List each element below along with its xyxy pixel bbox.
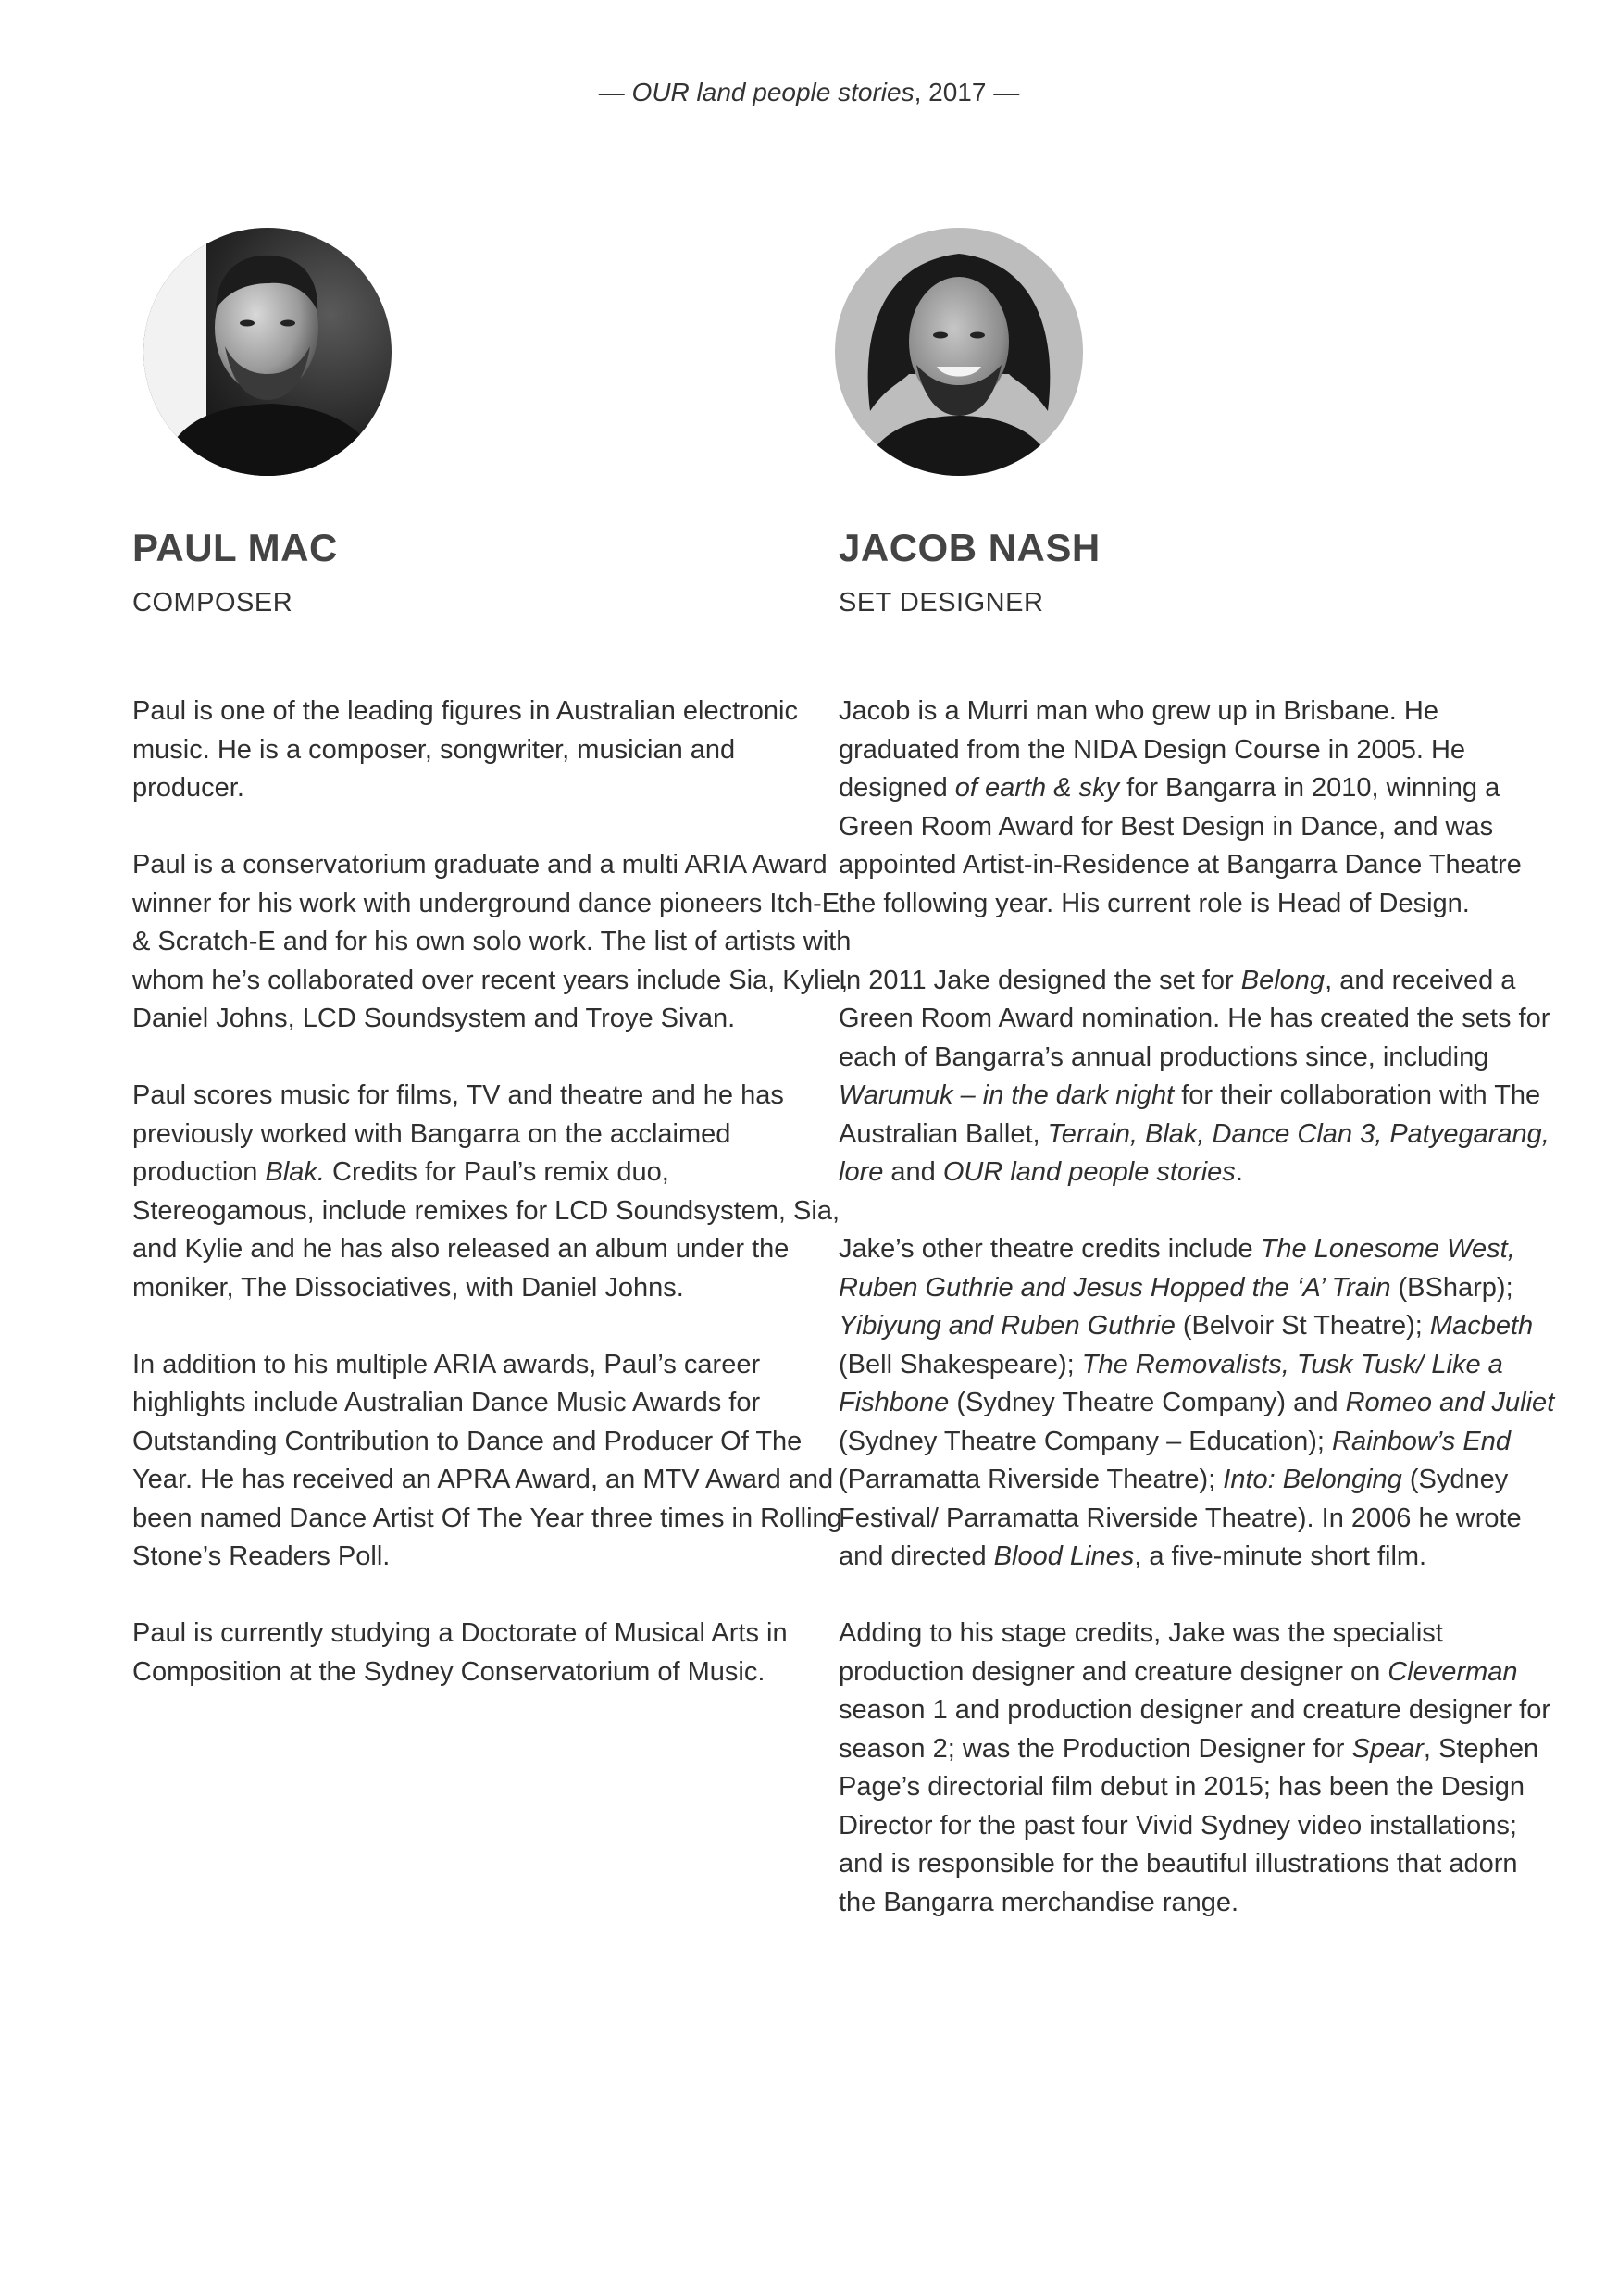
bio-paragraph [132,693,854,808]
bio-paragraph [132,846,854,1039]
bio-paragraph [839,1615,1561,1922]
bio-paragraph [839,693,1561,923]
text-run: and [883,1157,943,1187]
production-title: OUR land people stories [631,78,915,106]
person-role: COMPOSER [132,588,293,618]
text-run: , and received a Green Room Award nomination. He has created the sets for each of Bangarra’s annual productions since, including [839,965,1550,1072]
italic-title: Yibiyung and Ruben Guthrie [839,1311,1176,1341]
text-run: Paul is currently studying a Doctorate of Musical Arts in Composition at the Sydney Conservatorium of Music. [132,1618,788,1687]
bio-paragraph [132,1615,854,1691]
text-run: (Bell Shakespeare); [839,1349,1082,1379]
person-role: SET DESIGNER [839,588,1044,618]
text-run: (Sydney Theatre Company) and [949,1388,1346,1417]
italic-title: Warumuk – in the dark night [839,1080,1175,1110]
page-header [0,78,1618,107]
italic-title: Romeo and Juliet [1345,1388,1555,1417]
text-run: for Bangarra in 2010, winning a Green Room Award for Best Design in Dance, and was appointed Artist-in-Residence at Bangarra Dance Theatre the following year. His current role is Head of Design. [839,773,1522,918]
bio-paragraph [839,1230,1561,1577]
text-run: Paul is a conservatorium graduate and a multi ARIA Award winner for his work with underground dance pioneers Itch-E & Scratch-E and for his own solo work. The list of artists with whom he’s collaborated over recent years include Sia, Kylie, Daniel Johns, LCD Soundsystem and Troye Sivan. [132,850,852,1033]
text-run: Jake’s other theatre credits include [839,1234,1261,1264]
header-year: , 2017 [914,78,987,106]
text-run: Credits for Paul’s remix duo, Stereogamous, include remixes for LCD Soundsystem, Sia, and Kylie and he has also released an album under the moniker, The Dissociatives, with Daniel Johns. [132,1157,840,1303]
bio-paragraph [132,1346,854,1577]
text-run: Adding to his stage credits, Jake was the specialist production designer and creature designer on [839,1618,1443,1687]
italic-title: Blood Lines [993,1541,1135,1571]
italic-title: of earth & sky [954,773,1120,803]
person-name: JACOB NASH [839,526,1101,569]
text-run: (BSharp); [1390,1272,1513,1303]
bio-paragraph [132,1077,854,1307]
portrait-photo [142,226,393,478]
header-dash-left: — [598,78,632,106]
text-run: (Sydney Theatre Company – Education); [839,1426,1333,1456]
text-run: (Parramatta Riverside Theatre); [839,1465,1224,1494]
italic-title: Into: Belonging [1223,1465,1402,1494]
bio-text [132,693,854,1730]
italic-title: Spear [1351,1733,1424,1764]
text-run: (Sydney Festival/ Parramatta Riverside Theatre). In 2006 he wrote and directed [839,1465,1522,1571]
italic-title: Terrain, Blak, Dance Clan 3, Patyegarang, lore [839,1118,1550,1187]
italic-title: OUR land people stories [942,1157,1236,1187]
text-run: , a five-minute short film. [1134,1541,1427,1571]
italic-title: The Removalists, Tusk Tusk/ Like a Fishbone [839,1349,1503,1417]
text-run: , Stephen Page’s directorial film debut in 2015; has been the Design Director for the past four Vivid Sydney video installations; and is responsible for the beautiful illustrations that adorn the Bangarra merchandise range. [839,1733,1539,1917]
text-run: (Belvoir St Theatre); [1175,1311,1430,1341]
italic-title: Cleverman [1388,1656,1518,1687]
text-run: In addition to his multiple ARIA awards, Paul’s career highlights include Australian Dance Music Awards for Outstanding Contribution to Dance and Producer Of The Year. He has received an APRA Award, an MTV Award and been named Dance Artist Of The Year three times in Rolling Stone’s Readers Poll. [132,1349,842,1571]
italic-title: Macbeth [1429,1311,1534,1341]
bio-paragraph [839,962,1561,1192]
italic-title: Belong [1240,965,1326,995]
person-name: PAUL MAC [132,526,338,569]
text-run: Paul scores music for films, TV and theatre and he has previously worked with Bangarra on the acclaimed production [132,1080,784,1187]
text-run: In 2011 Jake designed the set for [839,965,1241,995]
italic-title: The Lonesome West, Ruben Guthrie and Jesus Hopped the ‘A’ Train [839,1234,1515,1303]
bio-text [839,693,1561,1961]
text-run: season 1 and production designer and creature designer for season 2; was the Production Designer for [839,1695,1551,1764]
text-run: Paul is one of the leading figures in Australian electronic music. He is a composer, songwriter, musician and producer. [132,696,798,803]
text-run: Jacob is a Murri man who grew up in Brisbane. He graduated from the NIDA Design Course in 2005. He designed [839,696,1466,803]
text-run: . [1235,1157,1243,1187]
text-run: for their collaboration with The Australian Ballet, [839,1080,1541,1149]
italic-title: Rainbow’s End [1332,1426,1511,1456]
italic-title: Blak. [265,1157,325,1187]
portrait-photo [833,226,1085,478]
header-dash-right: — [986,78,1020,106]
